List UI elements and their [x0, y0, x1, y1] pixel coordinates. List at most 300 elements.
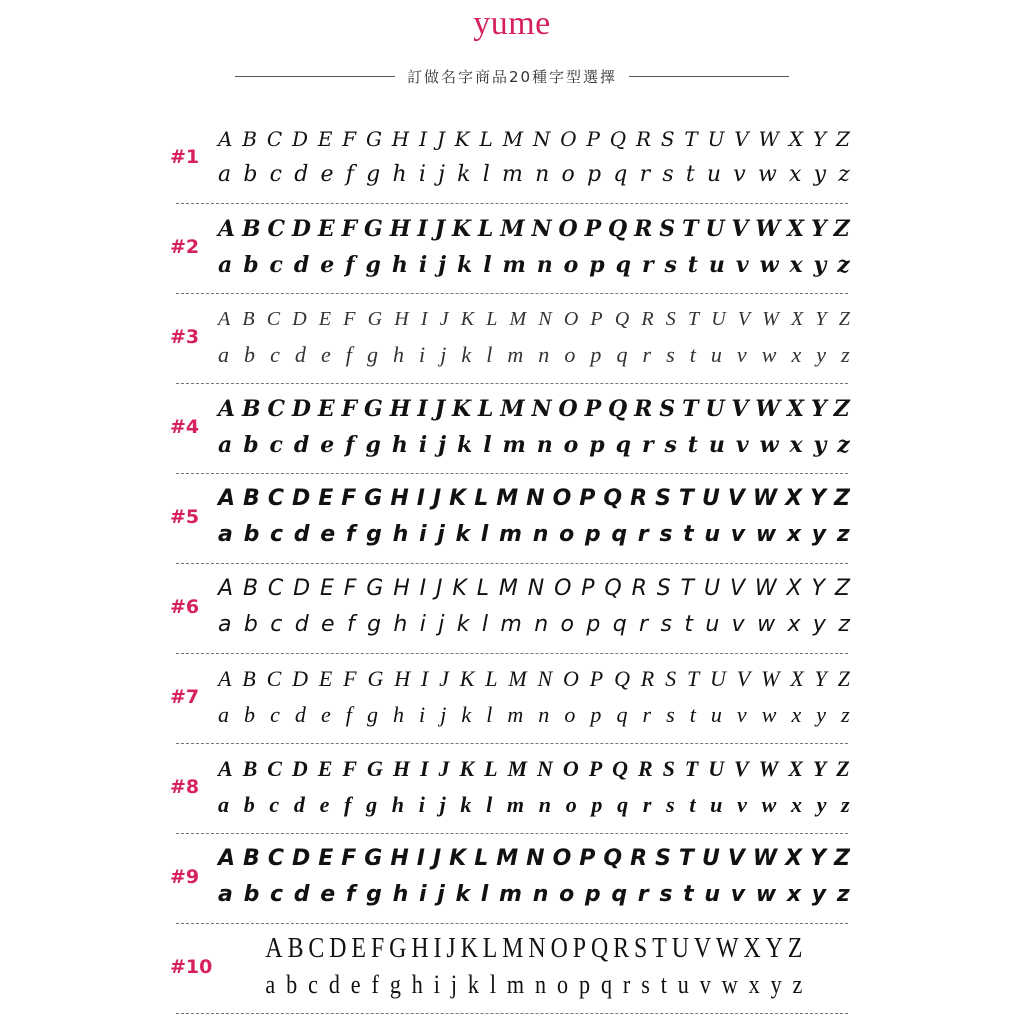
uppercase-sample: [265, 932, 802, 966]
sample-letter: L: [482, 933, 498, 964]
sample-letter: H: [390, 846, 409, 871]
uppercase-sample: [218, 842, 850, 876]
sample-letter: y: [811, 522, 827, 547]
sample-letter: U: [705, 216, 725, 242]
sample-letter: l: [481, 612, 488, 637]
sample-letter: B: [243, 846, 260, 871]
lowercase-sample: [218, 158, 850, 192]
sample-letter: o: [564, 702, 576, 727]
font-number: #8: [170, 776, 200, 798]
sample-letter: D: [293, 576, 311, 601]
sample-letter: q: [617, 792, 629, 817]
lowercase-sample: [218, 338, 850, 372]
sample-letter: t: [689, 792, 696, 817]
sample-letter: P: [590, 308, 603, 330]
sample-letter: B: [241, 396, 261, 422]
sample-letter: V: [736, 666, 751, 691]
sample-letter: T: [652, 933, 667, 964]
sample-letter: J: [439, 308, 449, 330]
sample-letter: s: [659, 522, 673, 547]
lowercase-sample: [218, 878, 850, 912]
sample-letter: a: [218, 882, 233, 907]
sample-letter: b: [243, 792, 255, 817]
sample-letter: G: [367, 666, 384, 691]
sample-letter: p: [584, 522, 601, 547]
sample-letter: t: [689, 342, 696, 367]
sample-letter: A: [218, 846, 236, 871]
sample-letter: p: [590, 342, 602, 367]
sample-letter: u: [710, 792, 723, 817]
sample-letter: n: [532, 882, 549, 907]
sample-letter: j: [439, 792, 446, 817]
sample-letter: i: [418, 522, 427, 547]
sample-letter: c: [270, 882, 284, 907]
sample-letter: O: [563, 308, 579, 330]
sample-letter: S: [655, 486, 671, 511]
sample-letter: S: [665, 308, 676, 330]
sample-letter: K: [449, 846, 467, 871]
sample-letter: c: [270, 342, 280, 367]
sample-letter: M: [502, 933, 524, 964]
sample-letter: Y: [814, 666, 827, 691]
sample-letter: y: [813, 162, 827, 187]
sample-letter: n: [536, 432, 553, 458]
sample-letter: z: [836, 882, 850, 907]
sample-letter: F: [343, 576, 357, 601]
sample-letter: k: [457, 432, 473, 458]
sample-letter: t: [687, 432, 698, 458]
sample-letter: K: [459, 666, 475, 691]
sample-letter: w: [755, 522, 777, 547]
sample-letter: H: [392, 756, 411, 781]
sample-letter: F: [343, 666, 357, 691]
sample-letter: T: [680, 576, 695, 601]
sample-letter: g: [366, 162, 381, 187]
sample-letter: d: [294, 162, 309, 187]
sample-letter: Q: [604, 576, 622, 601]
sample-letter: a: [265, 970, 276, 999]
sample-letter: X: [743, 933, 761, 964]
sample-letter: T: [684, 756, 699, 781]
sample-letter: L: [474, 846, 489, 871]
sample-letter: h: [393, 612, 408, 637]
sample-letter: Y: [812, 756, 827, 781]
sample-letter: v: [735, 432, 749, 458]
sample-letter: P: [581, 576, 595, 601]
font-number: #3: [170, 326, 200, 348]
sample-letter: y: [811, 882, 827, 907]
sample-letter: L: [476, 576, 489, 601]
sample-letter: u: [710, 702, 722, 727]
sample-letter: Z: [833, 216, 850, 242]
sample-letter: k: [455, 882, 471, 907]
sample-letter: x: [789, 252, 803, 278]
sample-letter: V: [727, 846, 745, 871]
sample-letter: h: [392, 522, 409, 547]
sample-letter: t: [683, 522, 694, 547]
sample-letter: B: [242, 308, 255, 330]
sample-letter: z: [837, 252, 850, 278]
sample-letter: q: [616, 702, 628, 727]
sample-letter: E: [318, 666, 333, 691]
sample-letter: w: [757, 612, 776, 637]
sample-letter: r: [639, 612, 649, 637]
sample-letter: D: [291, 127, 308, 151]
sample-letter: B: [287, 933, 304, 964]
sample-letter: i: [419, 702, 426, 727]
sample-letter: i: [433, 970, 440, 999]
font-row: [0, 748, 1024, 838]
sample-letter: Y: [810, 846, 827, 871]
sample-letter: R: [634, 216, 653, 242]
sample-letter: E: [317, 127, 333, 151]
sample-letter: y: [816, 792, 827, 817]
sample-letter: f: [344, 792, 352, 817]
sample-letter: X: [790, 666, 804, 691]
sample-letter: z: [841, 702, 850, 727]
sample-letter: R: [640, 666, 655, 691]
sample-letter: R: [634, 396, 653, 422]
sample-letter: R: [630, 846, 648, 871]
sample-letter: I: [419, 576, 427, 601]
sample-letter: o: [563, 432, 579, 458]
sample-letter: l: [483, 252, 492, 278]
sample-letter: t: [684, 612, 693, 637]
sample-letter: c: [269, 252, 283, 278]
sample-letter: Q: [603, 486, 623, 511]
sample-letter: A: [218, 308, 231, 330]
sample-letter: d: [293, 882, 310, 907]
sample-letter: D: [291, 846, 311, 871]
dashed-divider: [176, 833, 848, 834]
sample-letter: d: [294, 702, 306, 727]
sample-letter: r: [642, 792, 652, 817]
sample-letter: m: [502, 252, 526, 278]
sample-letter: p: [589, 252, 605, 278]
sample-letter: I: [417, 396, 428, 422]
sample-letter: f: [345, 702, 352, 727]
sample-letter: g: [367, 612, 382, 637]
sample-letter: V: [727, 486, 745, 511]
sample-letter: v: [733, 162, 746, 187]
sample-letter: v: [699, 970, 711, 999]
sample-letter: P: [584, 396, 602, 422]
sample-letter: N: [528, 933, 546, 964]
sample-letter: R: [637, 756, 653, 781]
sample-letter: x: [786, 882, 802, 907]
sample-letter: q: [611, 882, 628, 907]
font-number: #2: [170, 236, 200, 258]
sample-letter: q: [615, 252, 631, 278]
sample-letter: i: [419, 342, 426, 367]
sample-letter: Y: [810, 396, 827, 422]
sample-letter: I: [416, 846, 425, 871]
sample-letter: j: [438, 612, 445, 637]
sample-letter: V: [734, 127, 749, 151]
sample-letter: n: [538, 342, 550, 367]
sample-letter: W: [716, 933, 739, 964]
sample-letter: H: [394, 308, 409, 330]
sample-letter: x: [789, 432, 803, 458]
sample-letter: F: [341, 846, 357, 871]
sample-letter: U: [701, 846, 720, 871]
sample-letter: A: [218, 756, 233, 781]
sample-letter: b: [286, 970, 298, 999]
sample-letter: N: [531, 396, 552, 422]
sample-letter: h: [392, 702, 404, 727]
sample-letter: L: [479, 127, 493, 151]
sample-letter: M: [502, 127, 524, 151]
sample-letter: M: [496, 486, 519, 511]
sample-letter: c: [269, 792, 280, 817]
sample-letter: H: [394, 666, 411, 691]
sample-letter: q: [611, 522, 628, 547]
sample-letter: T: [687, 308, 700, 330]
sample-letter: M: [508, 666, 527, 691]
sample-letter: z: [838, 612, 850, 637]
sample-letter: v: [731, 612, 745, 637]
sample-letter: h: [391, 252, 408, 278]
sample-letter: H: [389, 396, 411, 422]
sample-letter: L: [486, 308, 498, 330]
sample-letter: N: [531, 216, 552, 242]
sample-letter: A: [218, 666, 232, 691]
sample-letter: f: [345, 522, 356, 547]
sample-letter: c: [270, 702, 280, 727]
sample-letter: M: [500, 396, 525, 422]
sample-letter: r: [641, 252, 654, 278]
sample-letter: A: [218, 486, 236, 511]
sample-letter: U: [703, 576, 721, 601]
sample-letter: j: [437, 522, 445, 547]
sample-letter: N: [537, 666, 553, 691]
sample-letter: s: [660, 612, 672, 637]
sample-letter: q: [600, 970, 612, 999]
sample-letter: p: [590, 702, 602, 727]
sample-letter: f: [345, 252, 355, 278]
sample-letter: b: [243, 612, 258, 637]
sample-letter: B: [242, 666, 256, 691]
sample-letter: K: [449, 486, 467, 511]
sample-letter: i: [418, 162, 426, 187]
sample-letter: f: [346, 612, 355, 637]
sample-letter: b: [244, 702, 256, 727]
sample-letter: Q: [609, 127, 627, 151]
sample-letter: X: [788, 127, 804, 151]
sample-letter: i: [419, 612, 426, 637]
sample-letter: G: [364, 486, 383, 511]
sample-letter: P: [589, 666, 604, 691]
sample-letter: a: [218, 522, 233, 547]
sample-letter: C: [266, 666, 282, 691]
sample-letter: d: [293, 792, 305, 817]
sample-letter: G: [364, 396, 383, 422]
sample-letter: L: [474, 486, 489, 511]
sample-letter: e: [320, 432, 335, 458]
sample-letter: C: [267, 576, 284, 601]
font-row: [0, 928, 1024, 1018]
uppercase-sample: [218, 482, 850, 516]
sample-letter: n: [536, 252, 553, 278]
sample-letter: F: [341, 216, 358, 242]
sample-letter: R: [641, 308, 654, 330]
sample-letter: g: [366, 522, 382, 547]
sample-letter: D: [292, 666, 309, 691]
sample-letter: r: [622, 970, 631, 999]
sample-letter: g: [366, 702, 378, 727]
sample-letter: u: [677, 970, 689, 999]
sample-letter: w: [721, 970, 738, 999]
sample-letter: C: [267, 486, 284, 511]
sample-letter: a: [218, 252, 233, 278]
sample-letter: S: [662, 756, 675, 781]
sample-letter: U: [701, 486, 720, 511]
sample-letter: n: [535, 970, 547, 999]
sample-letter: s: [641, 970, 650, 999]
sample-letter: I: [416, 486, 425, 511]
sample-letter: V: [693, 933, 712, 964]
sample-letter: p: [584, 882, 601, 907]
sample-letter: b: [244, 342, 256, 367]
lowercase-sample: [265, 968, 802, 1002]
sample-letter: q: [615, 432, 631, 458]
sample-letter: A: [218, 216, 236, 242]
sample-letter: j: [438, 162, 445, 187]
sample-letter: i: [418, 882, 427, 907]
sample-letter: k: [460, 792, 472, 817]
sample-letter: H: [393, 576, 410, 601]
sample-letter: h: [392, 342, 404, 367]
sample-letter: Z: [833, 396, 850, 422]
sample-letter: W: [752, 486, 778, 511]
sample-letter: D: [292, 308, 307, 330]
sample-letter: Y: [815, 308, 827, 330]
sample-letter: P: [584, 216, 602, 242]
sample-letter: e: [319, 792, 330, 817]
sample-letter: Z: [836, 127, 850, 151]
sample-letter: S: [655, 846, 671, 871]
sample-letter: J: [432, 486, 442, 511]
sample-letter: j: [440, 342, 447, 367]
sample-letter: m: [506, 970, 525, 999]
sample-letter: k: [461, 342, 472, 367]
sample-letter: R: [630, 486, 648, 511]
sample-letter: m: [499, 522, 522, 547]
sample-letter: t: [689, 702, 696, 727]
sample-letter: E: [318, 486, 334, 511]
sample-letter: b: [243, 882, 260, 907]
sample-letter: u: [708, 432, 725, 458]
sample-letter: O: [563, 666, 579, 691]
font-row: [0, 658, 1024, 748]
subtitle-bar: [0, 62, 1024, 90]
sample-letter: u: [710, 342, 722, 367]
sample-letter: M: [500, 216, 525, 242]
sample-letter: I: [419, 756, 429, 781]
sample-letter: U: [705, 396, 725, 422]
sample-letter: L: [484, 756, 498, 781]
sample-letter: v: [730, 882, 746, 907]
sample-letter: A: [265, 933, 283, 964]
sample-letter: Q: [612, 756, 628, 781]
sample-letter: f: [371, 970, 379, 999]
sample-letter: o: [563, 252, 579, 278]
sample-letter: C: [266, 127, 283, 151]
sample-letter: Z: [837, 666, 850, 691]
sample-letter: W: [754, 576, 777, 601]
sample-letter: c: [269, 432, 283, 458]
sample-letter: x: [786, 522, 802, 547]
sample-letter: Q: [614, 666, 630, 691]
sample-letter: O: [558, 216, 578, 242]
sample-letter: r: [641, 432, 654, 458]
sample-letter: j: [437, 882, 445, 907]
sample-letter: R: [613, 933, 630, 964]
sample-letter: d: [293, 522, 310, 547]
dashed-divider: [176, 923, 848, 924]
sample-letter: B: [243, 486, 260, 511]
font-sample-list: [0, 118, 1024, 1018]
sample-letter: P: [588, 756, 603, 781]
dashed-divider: [176, 653, 848, 654]
sample-letter: y: [770, 970, 782, 999]
sample-letter: z: [838, 162, 850, 187]
sample-letter: f: [345, 432, 355, 458]
sample-letter: Q: [590, 933, 609, 964]
sample-letter: O: [554, 576, 572, 601]
sample-letter: R: [635, 127, 652, 151]
sample-letter: v: [737, 792, 747, 817]
sample-letter: s: [664, 252, 677, 278]
sample-letter: P: [586, 127, 600, 151]
dashed-divider: [176, 743, 848, 744]
sample-letter: q: [613, 162, 628, 187]
sample-letter: x: [789, 162, 802, 187]
sample-letter: s: [666, 792, 675, 817]
sample-letter: G: [366, 576, 384, 601]
sample-letter: i: [418, 792, 425, 817]
sample-letter: X: [786, 216, 805, 242]
font-row: [0, 388, 1024, 478]
sample-letter: a: [218, 612, 232, 637]
sample-letter: F: [370, 933, 385, 964]
sample-letter: w: [761, 792, 777, 817]
sample-letter: i: [418, 432, 428, 458]
sample-letter: m: [501, 162, 523, 187]
sample-letter: y: [813, 432, 827, 458]
sample-letter: z: [837, 432, 850, 458]
sample-letter: j: [450, 970, 457, 999]
sample-letter: b: [243, 252, 259, 278]
sample-letter: g: [365, 252, 381, 278]
sample-letter: W: [758, 756, 779, 781]
sample-letter: A: [218, 396, 236, 422]
sample-letter: F: [342, 756, 358, 781]
sample-letter: W: [761, 666, 780, 691]
sample-letter: a: [218, 702, 229, 727]
sample-letter: u: [708, 252, 725, 278]
sample-letter: J: [436, 576, 443, 601]
sample-letter: W: [758, 127, 780, 151]
lowercase-sample: [218, 608, 850, 642]
sample-letter: S: [633, 933, 648, 964]
sample-letter: Z: [836, 756, 850, 781]
sample-letter: b: [243, 162, 258, 187]
sample-letter: E: [317, 216, 335, 242]
sample-letter: P: [572, 933, 587, 964]
sample-letter: M: [496, 846, 519, 871]
sample-letter: B: [242, 756, 258, 781]
